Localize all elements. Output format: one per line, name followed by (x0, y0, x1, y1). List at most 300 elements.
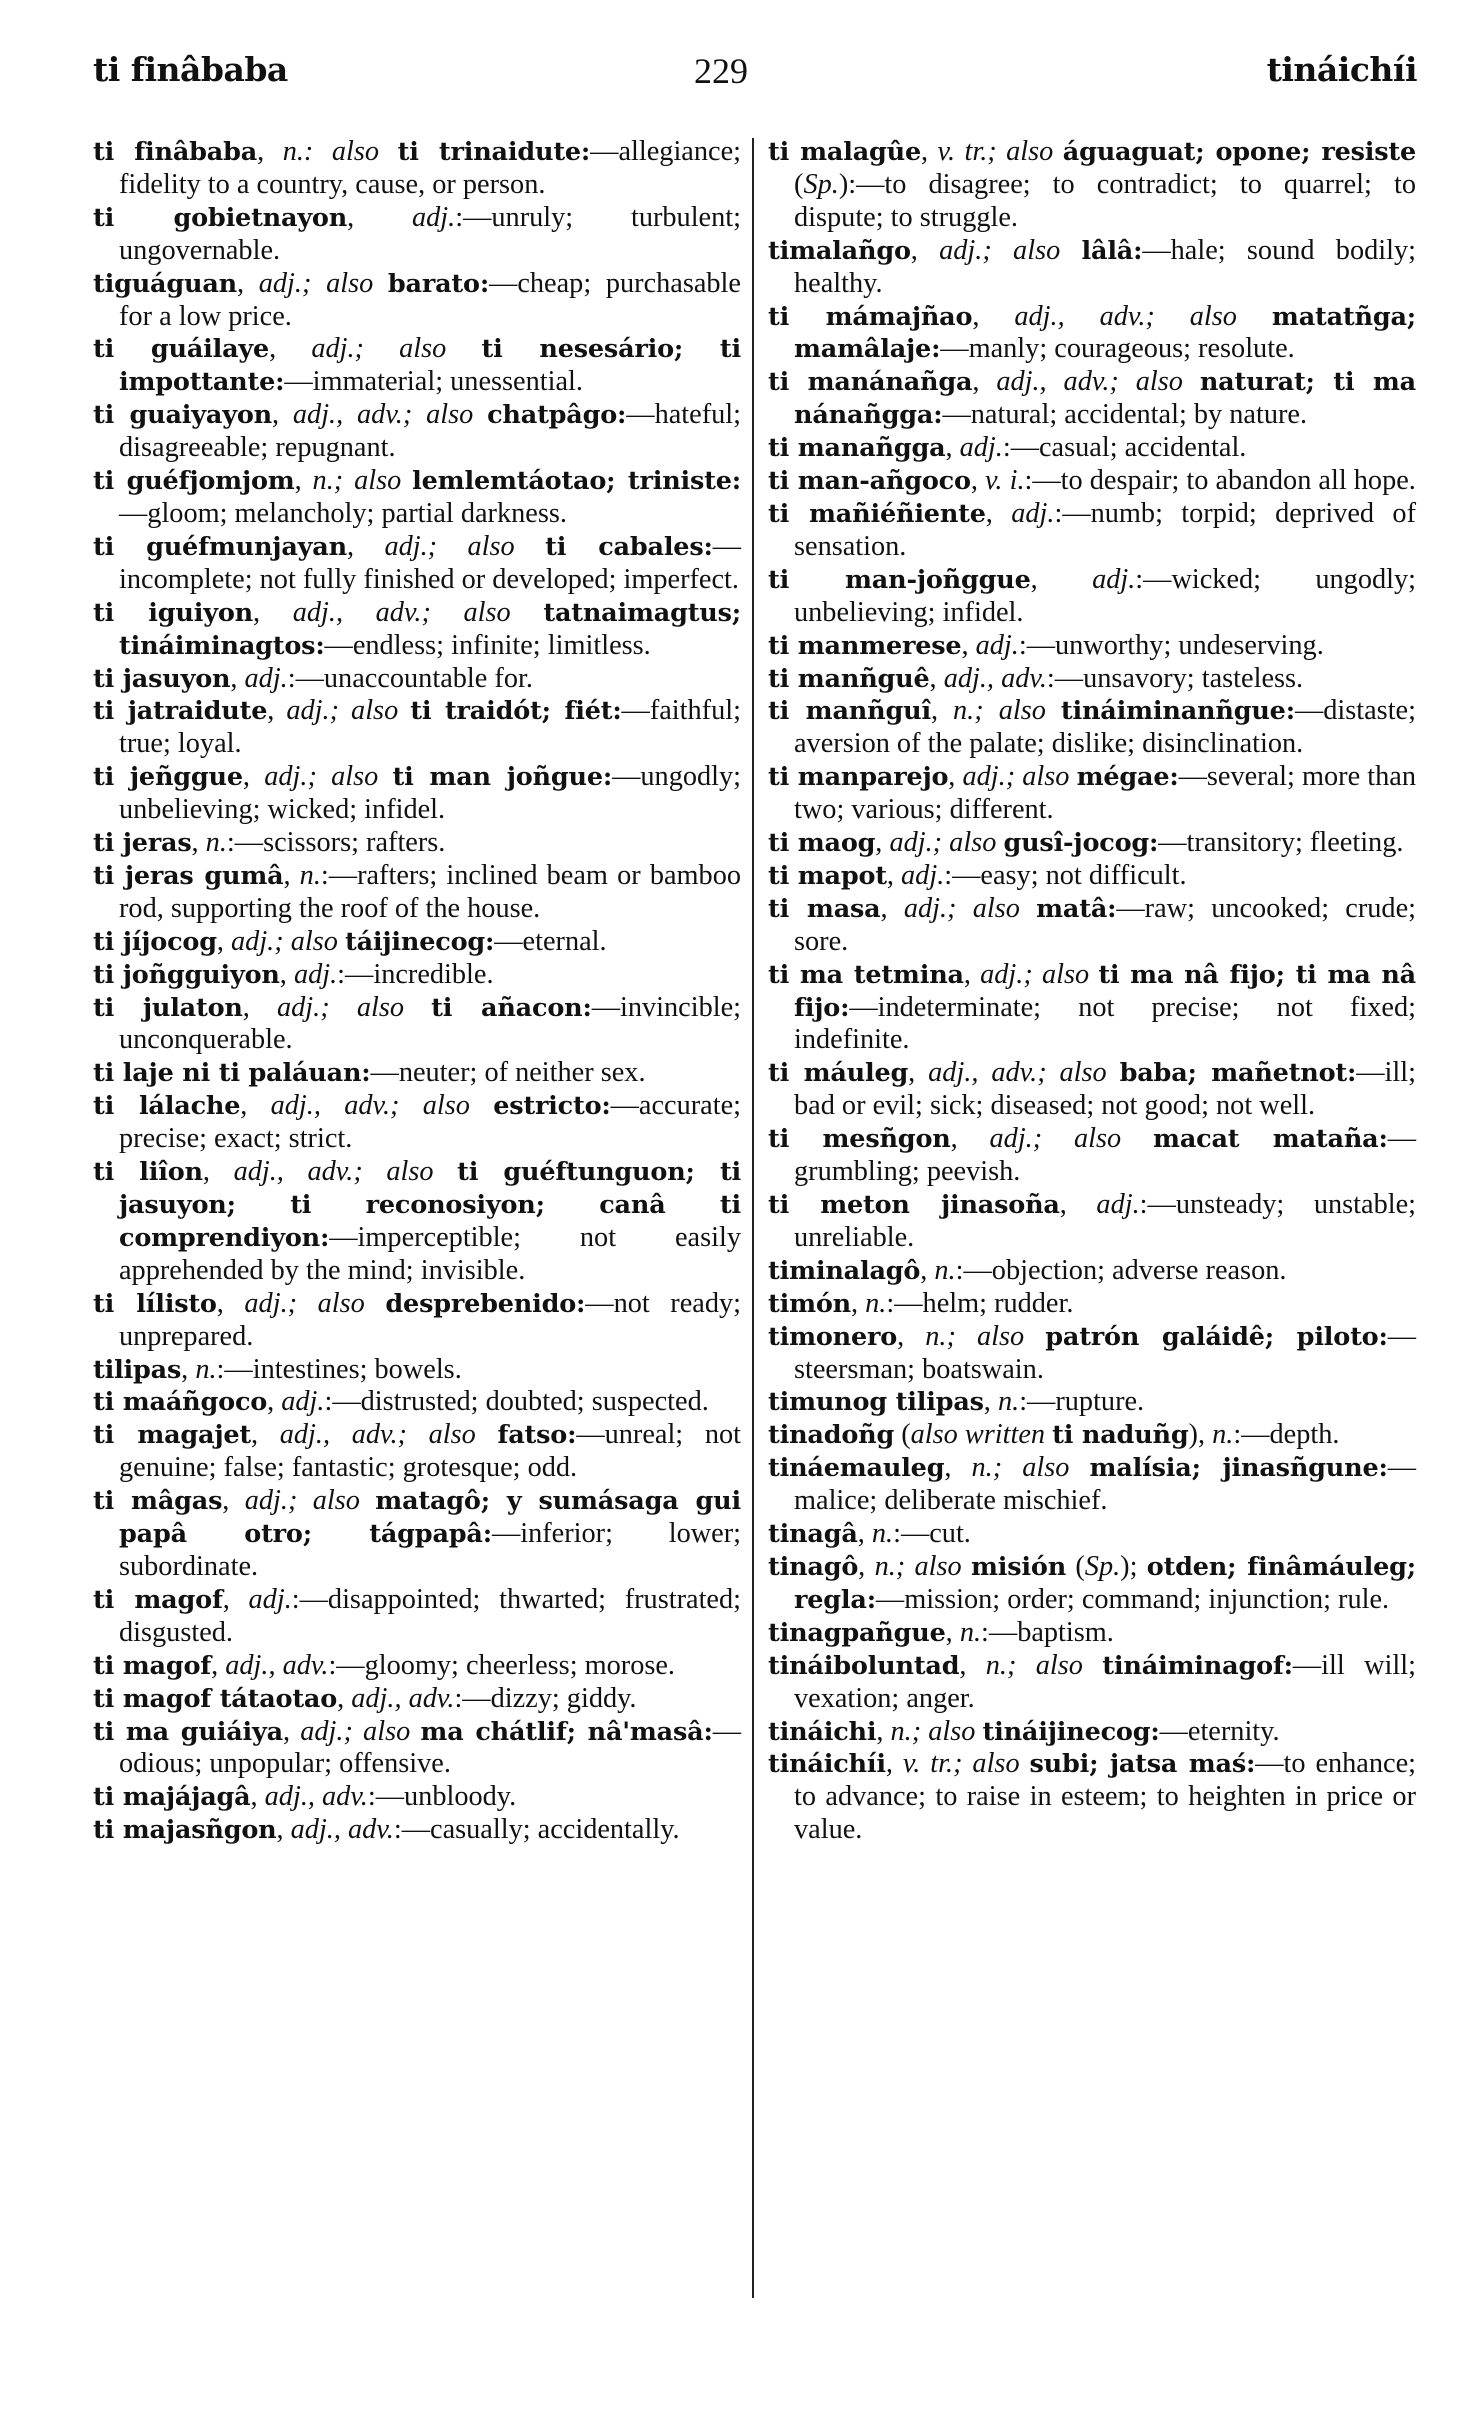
definition-text (338, 926, 345, 957)
definition-text: , (959, 1649, 986, 1681)
definition-text (446, 333, 481, 364)
definition-text: ( (894, 1419, 911, 1451)
grammar-label: Sp. (1084, 1550, 1121, 1582)
definition-text: :—unruly; turbulent; ungovernable. (119, 201, 741, 266)
definition-text: , (250, 1781, 265, 1813)
definition-text: —invincible; unconquerable. (119, 991, 742, 1056)
definition-text: —gloom; melancholy; partial darkness. (119, 497, 567, 529)
definition-text: , (945, 432, 960, 464)
headword-text: ti trinaidute: (397, 137, 591, 167)
grammar-label: n.: also (282, 136, 380, 167)
dictionary-entry (768, 1321, 1416, 1387)
headword-text: ti ma nâ fijo; ti ma nâ fijo: (794, 959, 1417, 1023)
grammar-label: also written (910, 1419, 1046, 1451)
definition-text: , (885, 1748, 903, 1780)
definition-text: , (216, 925, 232, 957)
headword-text: ti lálache (93, 1091, 241, 1122)
definition-text: —accurate; precise; exact; strict. (119, 1090, 741, 1155)
dictionary-entry (768, 1617, 1416, 1650)
grammar-label: adj. (975, 629, 1019, 661)
dictionary-entry (93, 959, 741, 992)
headword-text: ti majasñgon (93, 1815, 277, 1846)
dictionary-entry (93, 1716, 741, 1782)
definition-text (1020, 893, 1036, 924)
dictionary-entry (93, 1090, 741, 1156)
definition-text: , (242, 761, 265, 793)
definition-text: , (920, 1254, 935, 1286)
definition-text: :—casual; accidental. (1002, 432, 1247, 464)
dictionary-entry (768, 301, 1416, 367)
grammar-label: adj.; also (980, 958, 1090, 990)
headword-text: tinagô (768, 1551, 859, 1582)
headword-text: ma chátlif; nâ'masâ: (420, 1716, 713, 1747)
definition-text: , (908, 1057, 929, 1089)
definition-text: , (948, 761, 963, 793)
dictionary-entry (768, 1189, 1416, 1255)
headword-text: ti maog (768, 828, 876, 859)
definition-text: —unreal; not genuine; false; fantastic; grotesque; odd. (119, 1419, 741, 1484)
definition-text: , (897, 1320, 926, 1352)
dictionary-entry (768, 1419, 1416, 1452)
headword-text: ti meton jinasoña (768, 1190, 1060, 1220)
grammar-label: v. tr.; also (902, 1748, 1020, 1780)
dictionary-entry (768, 959, 1416, 1058)
definition-text (1121, 1123, 1153, 1154)
definition-text: —incomplete; not fully finished or developed; imperfect. (119, 530, 741, 595)
headword-text: tináijinecog: (982, 1716, 1160, 1747)
grammar-label: adj.; also (889, 827, 997, 859)
definition-text (1053, 136, 1062, 167)
definition-text: , (972, 366, 997, 398)
dictionary-entry (768, 761, 1416, 827)
headword-text: ti jeras gumâ (93, 860, 284, 891)
headword-text: tinadoñg (768, 1420, 895, 1451)
definition-text: , (222, 1485, 245, 1517)
definition-text (1183, 366, 1200, 397)
headword-text: timunog tilipas (768, 1387, 984, 1418)
headword-text: ti man joñgue: (392, 762, 613, 793)
grammar-label: adj. (901, 859, 945, 891)
definition-text: , (230, 662, 245, 694)
definition-text: , (1059, 1189, 1097, 1220)
headword-text: matatñga; mamâlaje: (794, 301, 1417, 365)
definition-text (1083, 1650, 1102, 1681)
dictionary-entry (768, 1650, 1416, 1716)
definition-text: —ill will; vexation; anger. (794, 1649, 1416, 1714)
definition-text: :—to despair; to abandon all hope. (1024, 465, 1416, 497)
grammar-label: adj. (1011, 497, 1055, 529)
dictionary-entry (93, 761, 741, 827)
grammar-label: n. (865, 1287, 887, 1319)
dictionary-entry (93, 1584, 741, 1650)
headword-text: ti mámajñao (768, 301, 973, 332)
headword-text: timonero (768, 1321, 898, 1352)
headword-text: ti magof tátaotao (93, 1683, 338, 1714)
grammar-label: adj., adv.; also (292, 399, 474, 431)
dictionary-entry (93, 1288, 741, 1354)
grammar-label: adj. (412, 201, 456, 233)
headword-text: otden; finâmáuleg; regla: (794, 1551, 1416, 1615)
definition-text (1069, 761, 1076, 792)
definition-text: , (961, 629, 976, 661)
grammar-label: adj.; also (244, 1287, 365, 1319)
grammar-label: adj.; also (384, 530, 515, 562)
dictionary-entry (768, 893, 1416, 959)
definition-text (404, 992, 431, 1023)
dictionary-entry (93, 399, 741, 465)
headword-text: tinagpañgue (768, 1617, 946, 1648)
definition-text: :—helm; rudder. (886, 1287, 1074, 1319)
definition-text: —malice; deliberate mischief. (794, 1452, 1416, 1517)
definition-text: :—incredible. (337, 958, 494, 990)
definition-text (1046, 695, 1061, 726)
headword-text: tináemauleg (768, 1453, 945, 1484)
dictionary-entry (93, 1156, 741, 1288)
definition-text: —hale; sound bodily; healthy. (794, 234, 1416, 299)
headword-text: tináiminagof: (1102, 1650, 1293, 1681)
headword-text: subi; jatsa maś: (1029, 1749, 1256, 1780)
grammar-label: n.; also (312, 465, 402, 497)
dictionary-entry (768, 1551, 1416, 1617)
definition-text (1237, 301, 1272, 332)
dictionary-entry (93, 860, 741, 926)
headword-text: timalañgo (768, 235, 911, 266)
definition-text: :—rupture. (1019, 1386, 1145, 1418)
dictionary-entry (93, 1781, 741, 1814)
headword-text: ti guéftunguon; ti jasuyon; ti reconosiyon; canâ ti comprendiyon: (119, 1157, 742, 1253)
headword-text: ti magof (93, 1584, 223, 1615)
headword-text: timinalagô (768, 1255, 921, 1286)
headword-text: ti ma tetmina (768, 959, 964, 990)
dictionary-entry (93, 663, 741, 696)
dictionary-entry (93, 1354, 741, 1387)
definition-text: , (240, 1090, 271, 1122)
grammar-label: n.; also (925, 1320, 1025, 1352)
headword-text: desprebenido: (385, 1288, 586, 1319)
definition-text: :—disappointed; thwarted; frustrated; disgusted. (119, 1583, 741, 1648)
grammar-label: adj., adv.; also (233, 1156, 434, 1188)
definition-text (473, 399, 487, 430)
dictionary-entry (768, 1518, 1416, 1551)
headword-text: tináiminanñgue: (1060, 696, 1295, 727)
definition-text: , (251, 1419, 280, 1451)
grammar-label: adj., adv. (264, 1781, 368, 1813)
definition-text (975, 1716, 982, 1747)
definition-text: :—rafters; inclined beam or bamboo rod, supporting the roof of the house. (119, 859, 741, 924)
definition-text (365, 1288, 386, 1319)
definition-text (410, 1716, 420, 1747)
definition-text (1089, 959, 1098, 990)
definition-text: —steersman; boatswain. (794, 1320, 1416, 1385)
definition-text: , (983, 1386, 998, 1418)
definition-text: , (945, 1616, 960, 1648)
definition-text: , (929, 662, 944, 694)
headword-text: tináichi (768, 1716, 877, 1747)
right-guideword: tináichíi (1266, 50, 1417, 89)
definition-text: , (972, 300, 1015, 332)
definition-text: —ill; bad or evil; sick; diseased; not good; not well. (794, 1057, 1416, 1122)
dictionary-entry (768, 136, 1416, 235)
definition-text: :—objection; adverse reason. (955, 1254, 1287, 1286)
definition-text: , (857, 1518, 872, 1550)
left-column (93, 136, 741, 1847)
definition-text: —several; more than two; various; different. (794, 761, 1417, 826)
definition-text: —eternity. (1159, 1715, 1280, 1747)
headword-text: mégae: (1076, 762, 1179, 793)
definition-text (398, 695, 410, 726)
headword-text: matâ: (1036, 893, 1117, 924)
headword-text: táijinecog: (345, 926, 495, 957)
definition-text: :—unsteady; unstable; unreliable. (794, 1189, 1416, 1253)
definition-text (1107, 1057, 1120, 1088)
definition-text: , (921, 136, 938, 167)
grammar-label: adj.; also (231, 925, 338, 957)
definition-text: :—casually; accidentally. (393, 1814, 680, 1846)
definition-text: —faithful; true; loyal. (119, 695, 741, 760)
definition-text: —imperceptible; not easily apprehended by the mind; invisible. (119, 1221, 741, 1286)
headword-text: lemlemtáotao; triniste: (412, 466, 741, 497)
definition-text (378, 761, 392, 792)
headword-text: misión (971, 1551, 1067, 1582)
grammar-label: n.; also (971, 1452, 1070, 1484)
headword-text: ti masa (768, 893, 881, 924)
grammar-label: n. (1212, 1419, 1234, 1451)
dictionary-entry (768, 564, 1416, 630)
definition-text: , (346, 530, 385, 562)
dictionary-entry (93, 1485, 741, 1584)
headword-text: lâlâ: (1081, 235, 1143, 266)
definition-text: —distaste; aversion of the palate; dislike; disinclination. (794, 695, 1416, 760)
page-header (93, 50, 1417, 100)
definition-text: , (970, 465, 985, 497)
headword-text: ti magof (93, 1650, 212, 1681)
grammar-label: adj.; also (903, 892, 1020, 924)
definition-text: , (267, 1386, 282, 1418)
dictionary-entry (768, 663, 1416, 696)
definition-text: , (880, 892, 904, 924)
definition-text: , (242, 991, 277, 1023)
dictionary-entry (768, 1057, 1416, 1123)
grammar-label: n. (934, 1254, 956, 1286)
definition-text: , (237, 267, 259, 299)
headword-text: ti mapot (768, 860, 887, 891)
grammar-label: n.; also (985, 1649, 1083, 1681)
definition-text: , (211, 1649, 226, 1681)
definition-text: , (282, 1715, 301, 1747)
definition-text (515, 531, 545, 562)
headword-text: ti finâbaba (93, 137, 258, 167)
definition-text: , (267, 695, 287, 727)
grammar-label: adj., adv. (225, 1649, 329, 1681)
headword-text: chatpâgo: (487, 400, 627, 431)
definition-text: , (253, 596, 293, 628)
dictionary-entry (768, 235, 1416, 301)
dictionary-entry (93, 465, 741, 531)
headword-text: ti lílisto (93, 1288, 217, 1319)
headword-text: ti julaton (93, 992, 243, 1023)
definition-text: , (930, 695, 954, 727)
grammar-label: adj.; also (989, 1123, 1122, 1155)
grammar-label: n. (299, 859, 321, 891)
headword-text: tináichíi (768, 1749, 886, 1780)
headword-text: ti jeñggue (93, 762, 243, 793)
definition-text: —to enhance; to advance; to raise in esteem; to heighten in price or value. (794, 1748, 1416, 1846)
grammar-label: v. i. (984, 465, 1025, 497)
definition-text: , (1030, 563, 1093, 595)
headword-text: ti liîon (93, 1157, 203, 1188)
grammar-label: adj.; also (939, 234, 1061, 266)
dictionary-entry (768, 1255, 1416, 1288)
grammar-label: adj.; also (311, 333, 447, 365)
dictionary-entry (768, 366, 1416, 432)
headword-text: ti naduñg (1052, 1420, 1189, 1451)
headword-text: ti joñgguiyon (93, 959, 280, 990)
definition-text (1069, 1452, 1089, 1483)
definition-text: , (257, 136, 283, 167)
definition-text: , (279, 958, 294, 990)
definition-text (434, 1156, 458, 1187)
definition-text: —odious; unpopular; offensive. (119, 1715, 741, 1780)
definition-text (511, 597, 544, 628)
grammar-label: n. (959, 1616, 982, 1648)
page-number: 229 (694, 51, 748, 91)
definition-text (1024, 1321, 1045, 1352)
grammar-label: n.; also (890, 1715, 976, 1747)
grammar-label: adj. (1092, 563, 1136, 595)
dictionary-entry (93, 695, 741, 761)
definition-text: :—depth. (1233, 1419, 1340, 1451)
grammar-label: adj., adv.; also (270, 1090, 470, 1122)
definition-text: , (858, 1550, 875, 1582)
definition-text: :—easy; not difficult. (944, 859, 1187, 891)
headword-text: tatnaimagtus; tináiminagtos: (119, 597, 742, 661)
dictionary-entry (93, 202, 741, 268)
definition-text: —eternal. (494, 925, 607, 957)
definition-text: , (181, 1353, 196, 1385)
definition-text: —indeterminate; not precise; not fixed; indefinite. (794, 991, 1416, 1056)
dictionary-entry (93, 136, 741, 202)
headword-text: baba; mañetnot: (1119, 1058, 1357, 1089)
definition-text: , (222, 1583, 249, 1615)
definition-text: :—wicked; ungodly; unbelieving; infidel. (794, 563, 1416, 628)
definition-text (379, 136, 398, 167)
definition-text: ( (794, 168, 804, 200)
definition-text: —not ready; unprepared. (119, 1287, 742, 1352)
dictionary-entry (768, 1386, 1416, 1419)
definition-text: ( (1066, 1550, 1085, 1582)
dictionary-entry (93, 597, 741, 663)
headword-text: patrón galáidê; piloto: (1045, 1321, 1388, 1352)
headword-text: fatso: (497, 1420, 577, 1451)
definition-text: ), (1188, 1419, 1213, 1451)
definition-text: ); (1120, 1550, 1147, 1582)
definition-text: , (886, 859, 902, 891)
headword-text: ti gobietnayon (93, 202, 348, 233)
definition-text: , (910, 234, 940, 266)
definition-text: , (283, 859, 300, 891)
headword-text: ti maáñgoco (93, 1387, 268, 1418)
grammar-label: adj., adv.; also (292, 596, 511, 628)
headword-text: ti manañgga (768, 433, 946, 464)
dictionary-entry (93, 1419, 741, 1485)
definition-text: —ungodly; unbelieving; wicked; infidel. (119, 761, 742, 826)
dictionary-entry (93, 827, 741, 860)
definition-text: , (851, 1287, 866, 1319)
dictionary-entry (93, 1814, 741, 1847)
grammar-label: adj.; also (300, 1715, 411, 1747)
grammar-label: adj., adv.; also (1014, 300, 1237, 332)
dictionary-entry (768, 432, 1416, 465)
dictionary-entry (768, 1123, 1416, 1189)
dictionary-entry (768, 1288, 1416, 1321)
headword-text: ti mañiéñiente (768, 498, 986, 529)
definition-text: —grumbling; peevish. (794, 1123, 1416, 1188)
dictionary-entry (768, 630, 1416, 663)
headword-text: ti nesesário; ti impottante: (119, 334, 741, 398)
grammar-label: adj. (293, 958, 338, 990)
definition-text: :—dizzy; giddy. (454, 1682, 637, 1714)
definition-text: —mission; order; command; injunction; rule. (875, 1583, 1390, 1615)
dictionary-entry (93, 333, 741, 399)
right-column (768, 136, 1416, 1847)
dictionary-entry (93, 1057, 741, 1090)
grammar-label: v. tr.; also (937, 136, 1054, 167)
grammar-label: adj. (248, 1583, 292, 1615)
definition-text: —endless; infinite; limitless. (324, 629, 651, 661)
grammar-label: adj. (959, 432, 1003, 464)
headword-text: ti traidót; fiét: (410, 696, 622, 727)
definition-text: , (875, 827, 890, 859)
grammar-label: adj. (244, 662, 288, 694)
definition-text: :—unsavory; tasteless. (1046, 662, 1304, 694)
headword-text: ti añacon: (431, 992, 592, 1023)
definition-text: :—distrusted; doubted; suspected. (324, 1386, 709, 1418)
dictionary-entry (768, 860, 1416, 893)
dictionary-entry (93, 992, 741, 1058)
headword-text: ti iguiyon (93, 597, 254, 628)
grammar-label: adj. (281, 1386, 325, 1418)
dictionary-entry (93, 1650, 741, 1683)
headword-text: timón (768, 1288, 851, 1319)
dictionary-entry (768, 465, 1416, 498)
headword-text: ti malagûe (768, 137, 922, 167)
dictionary-entry (93, 268, 741, 334)
headword-text: tinagâ (768, 1519, 858, 1550)
definition-text: , (269, 333, 312, 365)
headword-text: ti man-joñggue (768, 564, 1031, 595)
grammar-label: n. (205, 827, 227, 859)
headword-text: tináiboluntad (768, 1650, 960, 1681)
grammar-label: adj., adv. (351, 1682, 455, 1714)
headword-text: barato: (387, 268, 490, 299)
headword-text: ti mesñgon (768, 1124, 951, 1155)
definition-text: —raw; uncooked; crude; sore. (794, 892, 1417, 957)
headword-text: ti man-añgoco (768, 466, 971, 497)
definition-text: —natural; accidental; by nature. (942, 399, 1308, 431)
definition-text: —transitory; fleeting. (1158, 827, 1404, 859)
definition-text: , (216, 1287, 245, 1319)
definition-text: , (191, 827, 206, 859)
headword-text: ti guáilaye (93, 334, 270, 365)
definition-text: , (271, 399, 293, 431)
definition-text: , (347, 201, 412, 233)
dictionary-entry (768, 1748, 1416, 1847)
definition-text: :—unworthy; undeserving. (1018, 629, 1324, 661)
grammar-label: adj., adv.; also (279, 1419, 476, 1451)
definition-text: :—unaccountable for. (287, 662, 533, 694)
headword-text: ti guaiyayon (93, 400, 272, 431)
grammar-label: adj. (1096, 1189, 1140, 1220)
